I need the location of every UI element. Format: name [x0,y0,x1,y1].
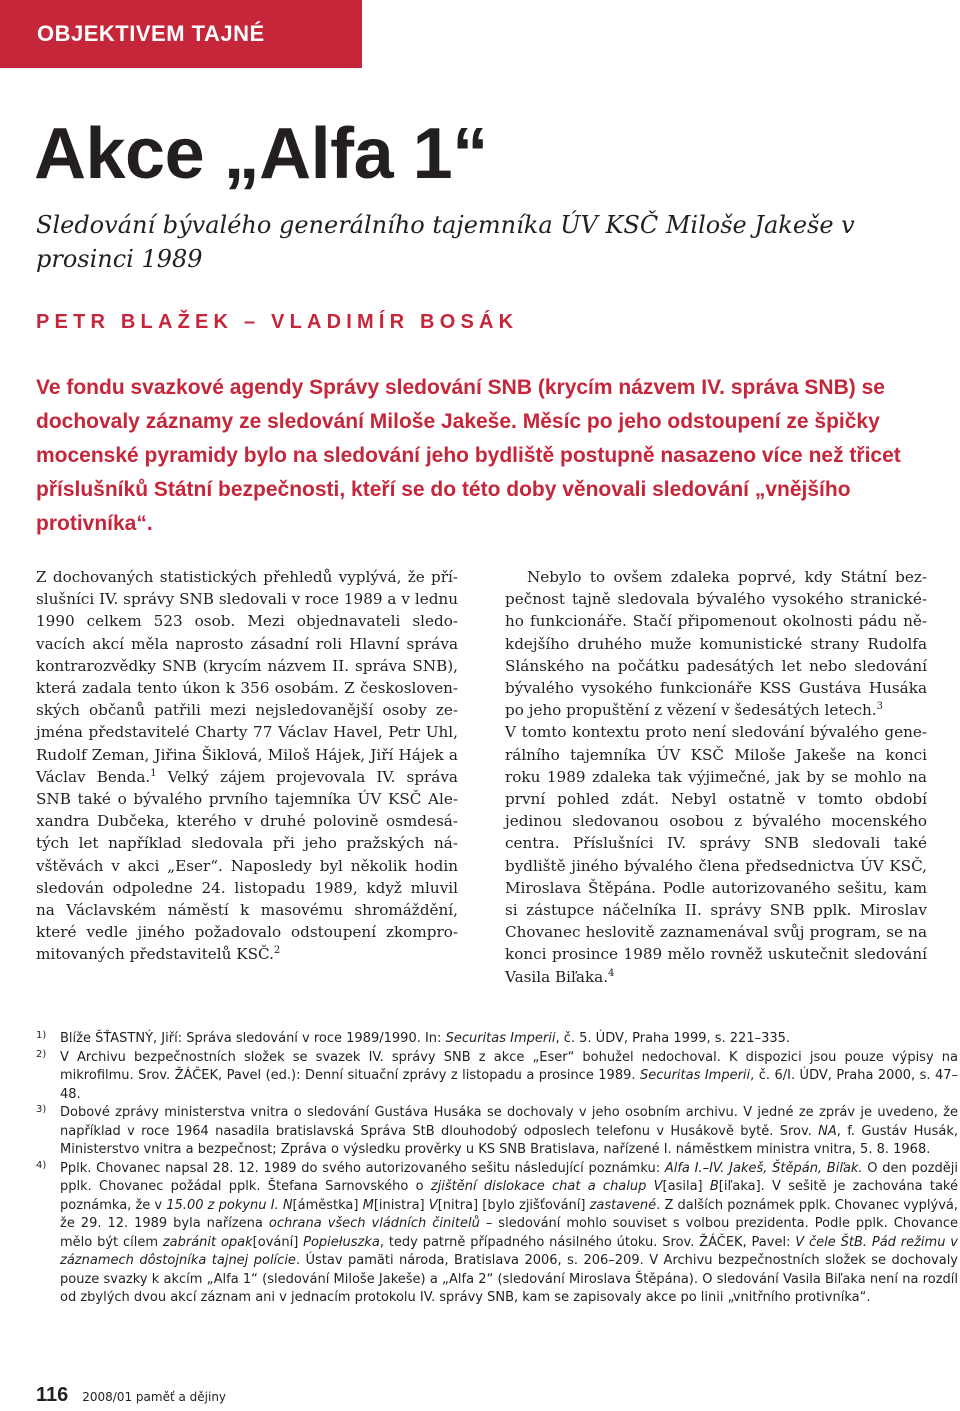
page-number: 116 [36,1384,69,1406]
footnote-number: 4) [36,1159,47,1171]
footnote-number: 3) [36,1104,47,1115]
journal-issue: 2008/01 paměť a dějiny [82,1390,227,1404]
footnote-4: 4) Pplk. Chovanec napsal 28. 12. 1989 do svého autorizovaného sešitu následující poznámku: Alfa I.–IV. Jakeš, Štěpán, Biľak. O den později pplk. Chovanec požádal pplk. Štefana Sarnovského o zjištění dislokace chat a chalup V[asila] B[iľaka]. V sešitě je zachována také poznámka, že v 15.00 z pokynu I. N[áměstka] M[inistra] V[nitra] [bylo zjišťování] zastavené. Z dalších poznámek pplk. Chovanec vyplývá, že 29. 12. 1989 byla nařízena ochrana všech vládních činitelů – sledování mohlo souviset s volbou prezidenta. Podle pplk. Chovance mělo být cílem zabránit opak[ování] Popiełuszka, tedy patrně případného násilného útoku. Srov. ŽÁČEK, Pavel: V čele ŠtB. Pád režimu v záznamech dôstojníka tajnej polície. Ústav pamäti národa, Bratislava 2006, s. 206–209. V Archivu bezpečnostních složek se dochovaly pouze svazky k akcím „Alfa 1“ (sledování Miloše Jakeše) a „Alfa 2“ (sledování Miroslava Štěpána). O sledování Vasila Biľaka není na rozdíl od zbylých dvou akcí záznam ani v jednacím protokolu IV. správy SNB, kam se zapisovaly akce po linii „vnitřního protivníka“. [36,1160,958,1308]
footnote-ref-3: 3 [876,701,883,713]
footnote-ref-1: 1 [150,767,157,779]
footnote-3: 3) Dobové zprávy ministerstva vnitra o sledování Gustáva Husáka se dochovaly v jeho osobním archivu. V jedné ze zpráv je uvedeno, že například v roce 1964 nasadila bratislavská Správa StB dlouhodobý odposlech telefonu v Husákově bytě. Srov. NA, f. Gustáv Husák, Ministerstvo vnitra a bezpečnost; Zpráva o výsledku prověrky u KS SNB Bratislava, nařízené I. náměstkem ministra vnitra, 5. 8. 1968. [36,1104,958,1160]
body-paragraph: V tomto kontextu proto není sledování bývalého generálního tajemníka ÚV KSČ Miloše Jakeše na konci roku 1989 zdaleka tak výjimečné, jak by se mohlo na první pohled zdát. Nebyl ostatně v tomto období jedinou sledovanou osobou z bývalého mocenského centra. Příslušníci IV. správy SNB sledovali také bydliště jiného bývalého člena předsednictva ÚV KSČ, Miroslava Štěpána. Podle autorizovaného sešitu, kam si zástupce náčelníka II. správy SNB pplk. Miroslav Chovanec heslovitě zaznamenával svůj program, se na konci prosince 1989 mělo rovněž uskutečnit sledování Vasila Biľaka.$^4$ [505,723,927,986]
section-tag: OBJEKTIVEM TAJNÉ POLICIE [0,0,362,68]
article-title: Akce „Alfa 1“ [34,114,488,194]
page-footer [36,1384,226,1407]
footnotes [36,1030,958,1308]
body-paragraph: Nebylo to ovšem zdaleka poprvé, kdy Státní bezpečnost tajně sledovala bývalého vysokého stranického funkcionáře. Stačí připomenout okolnosti pádu někdejšího druhého muže komunistické strany Rudolfa Slánského na počátku padesátých let nebo sledování bývalého vysokého funkcionáře KSS Gustáva Husáka po jeho propuštění z vězení v šedesátých letech.$^3$ [505,568,927,720]
body-column-right [505,566,927,988]
body-paragraph: Z dochovaných statistických přehledů vyplývá, že příslušníci IV. správy SNB sledovali v roce 1989 a v lednu 1990 celkem 523 osob. Mezi objednavateli sledovacích akcí měla naprosto zásadní roli Hlavní správa kontrarozvědky SNB (krycím názvem II. správa SNB), která zadala tento úkon k 356 osobám. Z československých občanů patřili mezi nejsledovanější osoby zejména představitelé Charty 77 Václav Havel, Petr Uhl, Rudolf Zeman, Jiřina Šiklová, Miloš Hájek, Jiří Hájek a Václav Benda.$^1$ Velký zájem projevovala IV. správa SNB také o bývalého prvního tajemníka ÚV KSČ Alexandra Dubčeka, kterého v druhé polovině osmdesátých let například sledovala při jeho pražských návštěvách v akci „Eser“. Naposledy byl několik hodin sledován odpoledne 24. listopadu 1989, když mluvil na Václavském náměstí k masovému shromáždění, které vedle jiného požadovalo odstoupení zkompromitovaných představitelů KSČ.$^2$ [36,568,458,964]
footnote-ref-4: 4 [608,967,615,979]
lead-paragraph: Ve fondu svazkové agendy Správy sledování SNB (krycím názvem IV. správa SNB) se dochovaly záznamy ze sledování Miloše Jakeše. Měsíc po jeho odstoupení ze špičky mocenské pyramidy bylo na sledování jeho bydliště postupně nasazeno více než třicet příslušníků Státní bezpečnosti, kteří se do této doby věnovali sledování „vnějšího protivníka“. [36,376,901,535]
footnote-number: 1) [36,1030,47,1041]
body-column-left [36,566,458,966]
footnote-1: 1) Blíže ŠŤASTNÝ, Jiří: Správa sledování v roce 1989/1990. In: Securitas Imperii, č. 5. ÚDV, Praha 1999, s. 221–335. [36,1030,958,1049]
article-subtitle: Sledování bývalého generálního tajemníka ÚV KSČ Miloše Jakeše v prosinci 1989 [36,211,855,273]
footnote-2: 2) V Archivu bezpečnostních složek se svazek IV. správy SNB z akce „Eser“ bohužel nedochoval. K dispozici jsou pouze výpisy na mikrofilmu. Srov. ŽÁČEK, Pavel (ed.): Denní situační zprávy z listopadu a prosince 1989. Securitas Imperii, č. 6/I. ÚDV, Praha 2000, s. 47–48. [36,1049,958,1105]
footnote-ref-2: 2 [273,945,281,957]
footnote-number: 2) [36,1048,47,1060]
article-authors: PETR BLAŽEK – VLADIMÍR BOSÁK [36,311,519,333]
